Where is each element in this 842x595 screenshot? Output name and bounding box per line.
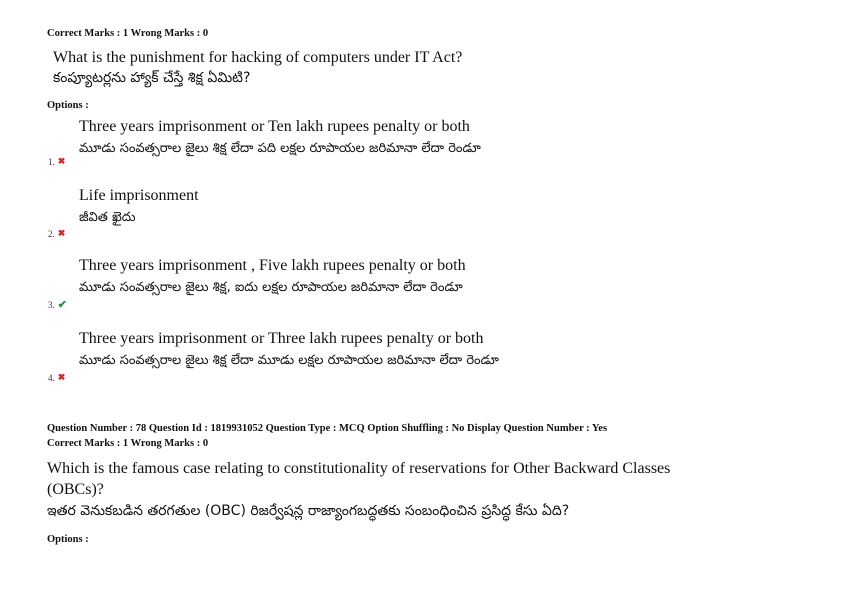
q77-marks: Correct Marks : 1 Wrong Marks : 0	[47, 28, 209, 39]
q77-question-te: కంప్యూటర్లను హ్యాక్ చేస్తే శిక్ష ఏమిటి?	[53, 70, 251, 86]
q77-option-4-en: Three years imprisonment or Three lakh rupees penalty or both	[79, 330, 484, 347]
option-number: 4.	[48, 372, 55, 383]
q77-question-en: What is the punishment for hacking of computers under IT Act?	[53, 49, 463, 66]
q77-option-3-en: Three years imprisonment , Five lakh rupees penalty or both	[79, 257, 466, 274]
q77-option-1-number	[48, 156, 65, 167]
q77-option-1-en: Three years imprisonment or Ten lakh rupees penalty or both	[79, 118, 470, 135]
q78-options-label: Options :	[47, 534, 89, 545]
cross-icon: ✖	[57, 372, 66, 382]
q78-question-en-line2: (OBCs)?	[47, 481, 104, 498]
q77-option-3-te: మూడు సంవత్సరాల జైలు శిక్ష, ఐదు లక్షల రూపాయల జరిమానా లేదా రెండూ	[79, 280, 463, 295]
q77-option-2-te: జీవిత ఖైదు	[79, 210, 136, 225]
q77-option-4-te: మూడు సంవత్సరాల జైలు శిక్ష లేదా మూడు లక్షల రూపాయల జరిమానా లేదా రెండూ	[79, 353, 499, 368]
q77-option-4-number	[48, 372, 65, 383]
q77-option-2-en: Life imprisonment	[79, 187, 199, 204]
option-number: 2.	[48, 228, 55, 239]
option-number: 1.	[48, 156, 55, 167]
q77-option-1-te: మూడు సంవత్సరాల జైలు శిక్ష లేదా పది లక్షల రూపాయల జరిమానా లేదా రెండూ	[79, 141, 481, 156]
q77-option-2-number	[48, 228, 65, 239]
option-number: 3.	[48, 299, 55, 310]
check-icon: ✔	[57, 299, 67, 311]
cross-icon: ✖	[57, 156, 66, 166]
q78-header: Question Number : 78 Question Id : 1819931052 Question Type : MCQ Option Shuffling : No Display Question Number : Yes	[47, 423, 608, 434]
q78-marks: Correct Marks : 1 Wrong Marks : 0	[47, 438, 209, 449]
q77-option-3-number	[48, 298, 67, 311]
cross-icon: ✖	[57, 228, 66, 238]
q77-options-label: Options :	[47, 100, 89, 111]
q78-question-te: ఇతర వెనుకబడిన తరగతుల (OBC) రిజర్వేషన్ల రాజ్యాంగబద్ధతకు సంబంధించిన ప్రసిద్ధ కేసు ఏది?	[47, 503, 570, 519]
q78-question-en-line1: Which is the famous case relating to constitutionality of reservations for Other Backward Classes	[47, 460, 671, 477]
